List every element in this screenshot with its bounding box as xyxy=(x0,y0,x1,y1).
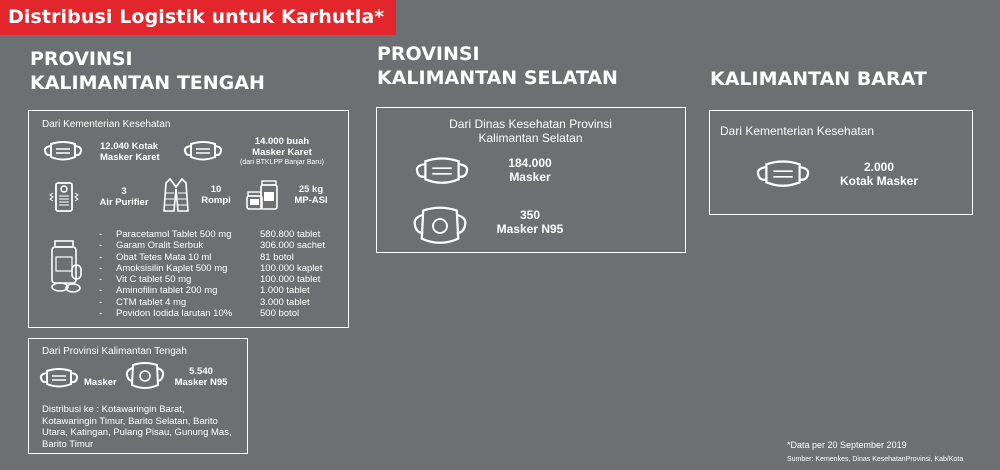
medicine-dash: - xyxy=(99,240,103,252)
medicine-dash: - xyxy=(99,296,103,308)
distribusi-text xyxy=(42,404,232,450)
medicine-qty: 81 botol xyxy=(260,251,294,263)
medicine-name: CTM tablet 4 mg xyxy=(116,296,187,308)
masker-karet2-value: 14.000 buah xyxy=(254,136,310,147)
kalteng-heading-line2: KALIMANTAN TENGAH xyxy=(30,72,265,94)
rompi-value: 10 xyxy=(210,184,222,195)
prov-n95-value: 5.540 xyxy=(189,366,213,377)
kalsel-masker-value: 184.000 xyxy=(508,156,552,170)
prov-n95-label: Masker N95 xyxy=(174,377,228,388)
medicine-name: Obat Tetes Mata 10 ml xyxy=(116,251,212,263)
air-purifier-item xyxy=(89,186,159,208)
prov-n95-item xyxy=(171,366,231,388)
masker-karet2-note: (dari BTKLPP Banjar Baru) xyxy=(240,159,324,166)
kalbar-label: Kotak Masker xyxy=(839,174,919,188)
medicine-dash: - xyxy=(99,285,103,297)
medicine-row xyxy=(99,263,325,274)
footnote: *Data per 20 September 2019 xyxy=(787,440,907,450)
kalbar-value: 2.000 xyxy=(863,160,895,174)
medicine-dash: - xyxy=(99,229,103,240)
kalteng-kemenkes-label: Dari Kementerian Kesehatan xyxy=(42,119,171,130)
medicine-dash: - xyxy=(99,308,103,320)
medicine-qty: 306.000 sachet xyxy=(260,240,325,252)
masker-karet-item xyxy=(100,141,160,163)
kalsel-source-line2: Kalimantan Selatan xyxy=(478,131,583,145)
page-title: Distribusi Logistik untuk Karhutla* xyxy=(0,0,396,35)
medicine-row xyxy=(99,297,325,308)
air-purifier-value: 3 xyxy=(121,186,127,197)
mpasi-value: 25 kg xyxy=(298,184,324,195)
kalsel-heading xyxy=(377,42,618,90)
medicine-dash: - xyxy=(99,262,103,274)
kalbar-source: Dari Kementerian Kesehatan xyxy=(720,124,875,138)
kalteng-heading-line1: PROVINSI xyxy=(30,48,133,70)
kalteng-prov-label: Dari Provinsi Kalimantan Tengah xyxy=(42,346,187,357)
kalsel-source-line1: Dari Dinas Kesehatan Provinsi xyxy=(449,117,612,131)
kalsel-heading-line2: KALIMANTAN SELATAN xyxy=(377,67,618,89)
air-purifier-icon xyxy=(47,181,81,213)
kalsel-heading-line1: PROVINSI xyxy=(377,43,480,65)
medicine-dash: - xyxy=(99,274,103,286)
mpasi-item xyxy=(283,184,339,206)
air-purifier-label: Air Purifier xyxy=(99,197,149,208)
mask-icon xyxy=(183,138,223,164)
distribusi-line: Utara, Katingan, Pulang Pisau, Gunung Mas, xyxy=(42,427,232,438)
medicine-row xyxy=(99,274,325,285)
n95-mask-icon xyxy=(411,205,469,247)
mask-icon xyxy=(413,153,471,189)
kalsel-source xyxy=(377,117,684,145)
food-jar-icon xyxy=(245,178,279,212)
kalsel-n95-value: 350 xyxy=(519,208,541,222)
medicine-name: Garam Oralit Serbuk xyxy=(116,240,204,252)
masker-karet-value: 12.040 Kotak xyxy=(100,141,159,152)
kalsel-masker-label: Masker xyxy=(509,170,551,184)
medicine-name: Paracetamol Tablet 500 mg xyxy=(116,229,232,240)
mask-icon xyxy=(43,138,83,164)
distribusi-line: Barito Timur xyxy=(42,438,94,450)
medicine-dash: - xyxy=(99,251,103,263)
medicine-qty: 1.000 tablet xyxy=(260,285,310,297)
prov-masker-label: Masker xyxy=(84,377,117,388)
masker-karet-btklpp-item xyxy=(232,136,332,167)
medicine-row xyxy=(99,229,325,240)
source-note: Sumber: Kemenkes, Dinas KesehatanProvinsi, Kab/Kota xyxy=(787,456,964,463)
kalsel-masker-item xyxy=(485,156,575,184)
kalbar-box xyxy=(709,110,973,215)
distribusi-line: Distribusi ke : Kotawaringin Barat, xyxy=(42,404,185,415)
distribusi-line: Kotawaringin Timur, Barito Selatan, Barito xyxy=(42,415,218,427)
kalsel-n95-item xyxy=(485,208,575,236)
mpasi-label: MP-ASI xyxy=(294,195,328,206)
medicine-list xyxy=(99,229,325,319)
medicine-qty: 3.000 tablet xyxy=(260,296,310,308)
medicine-row xyxy=(99,308,325,319)
medicine-name: Aminofilin tablet 200 mg xyxy=(116,285,218,297)
medicine-qty: 100.000 tablet xyxy=(260,274,321,286)
medicine-name: Amoksisilin Kaplet 500 mg xyxy=(116,262,228,274)
kalteng-provinsi-box xyxy=(28,338,248,454)
medicine-row xyxy=(99,240,325,251)
kalteng-kemenkes-box xyxy=(28,110,349,328)
medicine-row xyxy=(99,285,325,296)
n95-mask-icon xyxy=(125,361,165,391)
medicine-qty: 500 botol xyxy=(260,308,300,320)
kalsel-box xyxy=(376,107,686,253)
kalsel-n95-label: Masker N95 xyxy=(496,222,564,236)
mask-icon xyxy=(39,365,79,391)
rompi-item xyxy=(196,184,236,206)
medicine-name: Povidon Iodida larutan 10% xyxy=(116,308,233,320)
medicine-qty: 580.800 tablet xyxy=(260,229,321,240)
medicine-row xyxy=(99,252,325,263)
masker-karet-label: Masker Karet xyxy=(100,152,160,163)
medicine-bottle-icon xyxy=(47,239,87,295)
masker-karet2-label: Masker Karet xyxy=(252,147,312,158)
medicine-qty: 100.000 kaplet xyxy=(260,262,323,274)
mask-icon xyxy=(754,156,812,192)
kalbar-heading: KALIMANTAN BARAT xyxy=(710,68,927,90)
medicine-name: Vit C tablet 50 mg xyxy=(116,274,192,286)
vest-icon xyxy=(161,177,191,213)
rompi-label: Rompi xyxy=(201,195,231,206)
kalteng-heading xyxy=(30,47,265,95)
kalbar-item xyxy=(824,160,934,188)
